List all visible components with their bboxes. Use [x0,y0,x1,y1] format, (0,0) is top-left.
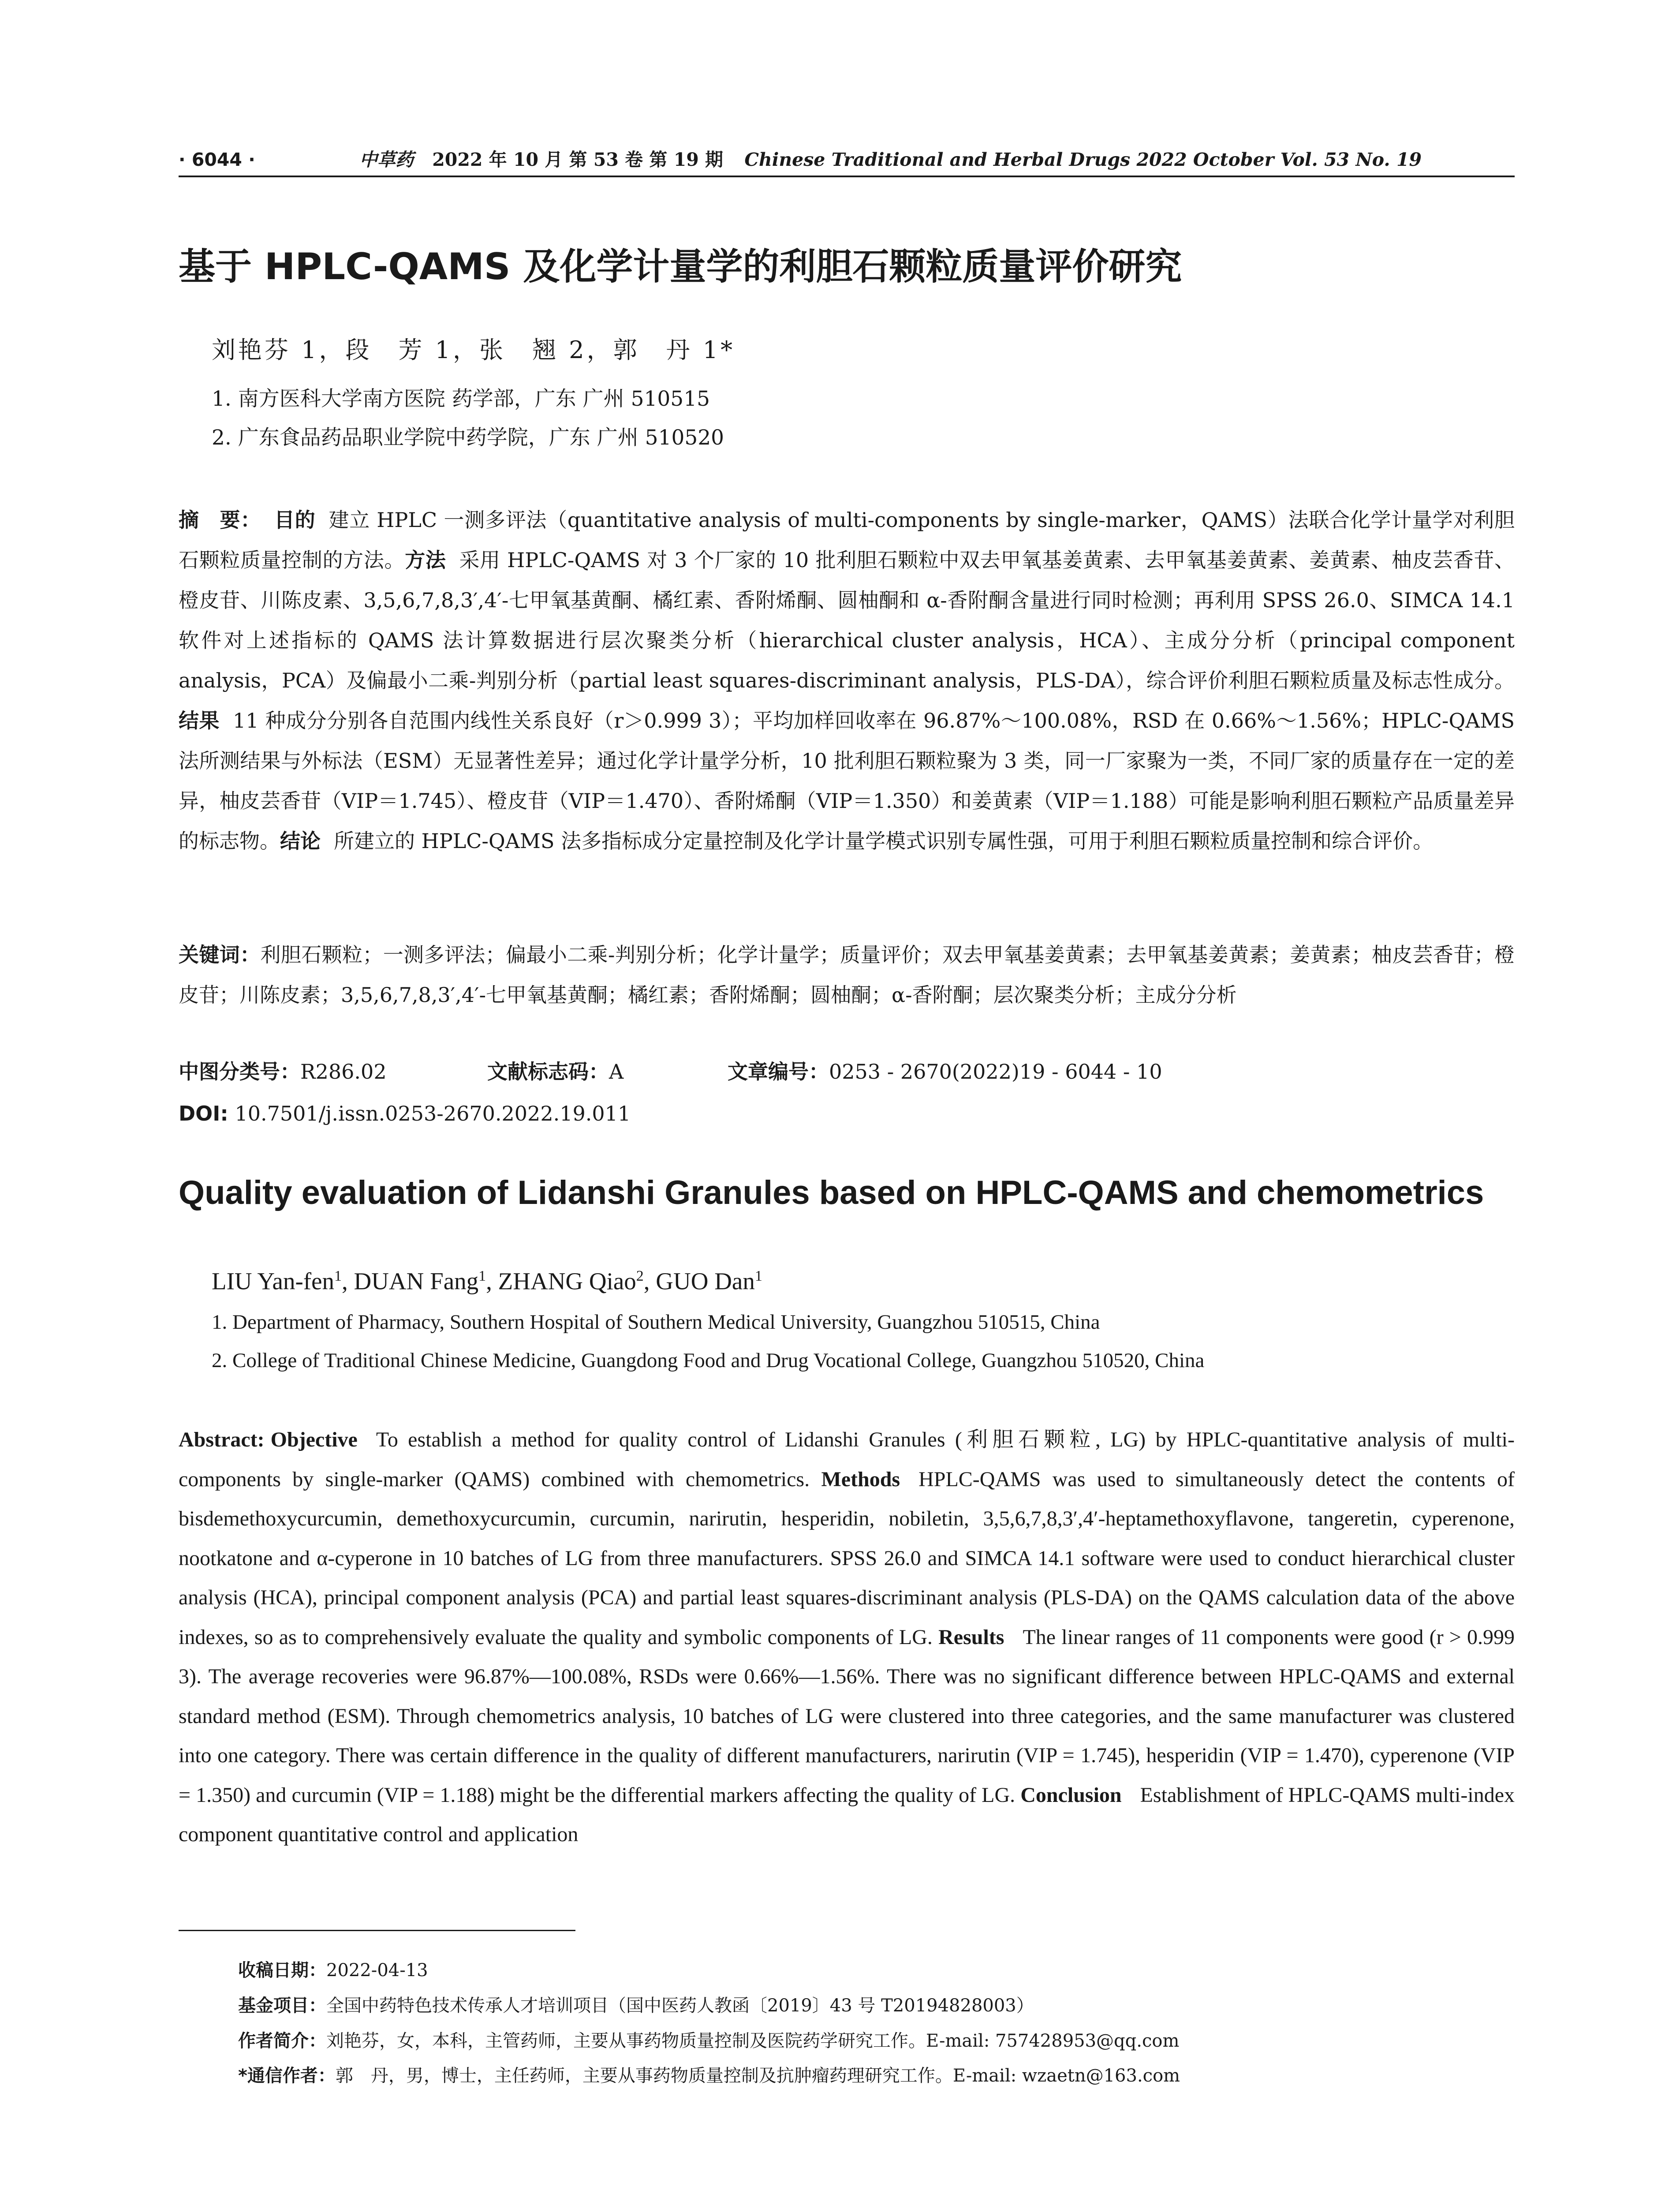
doccode-value: A [609,1060,624,1084]
cn-abstract-label: 摘 要： [179,508,261,532]
cn-conclusion-label: 结论 [280,829,321,853]
en-author-2-aff: 1 [478,1268,486,1284]
article-number [728,1052,1162,1091]
cn-keywords [179,935,1515,1015]
article-no-label: 文章编号： [728,1060,829,1084]
cn-objective-label: 目的 [274,508,316,532]
cn-affiliation-1: 1. 南方医科大学南方医院 药学部，广东 广州 510515 [212,387,710,411]
en-abstract-label: Abstract: [179,1428,265,1451]
doi-label: DOI: [179,1102,228,1125]
footnote-funding [238,1991,1034,2020]
en-conclusion-label: Conclusion [1020,1783,1122,1807]
journal-en: Chinese Traditional and Herbal Drugs 2022 October Vol. 53 No. 19 [744,149,1422,170]
doi-value: 10.7501/j.issn.0253-2670.2022.19.011 [235,1102,631,1125]
article-no-value: 0253 - 2670(2022)19 - 6044 - 10 [829,1060,1162,1084]
en-author-1-aff: 1 [334,1268,342,1284]
en-objective-label: Objective [270,1428,358,1451]
cn-methods-text: 采用 HPLC-QAMS 对 3 个厂家的 10 批利胆石颗粒中双去甲氧基姜黄素、去甲氧基姜黄素、姜黄素、柚皮芸香苷、橙皮苷、川陈皮素、3,5,6,7,8,3′,4′-七甲氧基黄酮、橘红素、香附烯酮、圆柚酮和 α-香附酮含量进行同时检测；再利用 SPSS 26.0、SIMCA 14.1 软件对上述指标的 QAMS 法计算数据进行层次聚类分析（hierarchical cluster analysis，HCA）、主成分分析（principal component analysis，PCA）及偏最小二乘-判别分析（partial least squares-discriminant analysis，PLS-DA），综合评价利胆石颗粒质量及标志性成分。 [179,548,1515,692]
cn-affiliation-2: 2. 广东食品药品职业学院中药学院，广东 广州 510520 [212,426,724,450]
cn-keywords-text: 利胆石颗粒；一测多评法；偏最小二乘-判别分析；化学计量学；质量评价；双去甲氧基姜黄素；去甲氧基姜黄素；姜黄素；柚皮芸香苷；橙皮苷；川陈皮素；3,5,6,7,8,3′,4′-七甲氧基黄酮；橘红素；香附烯酮；圆柚酮；α-香附酮；层次聚类分析；主成分分析 [179,943,1515,1007]
footnote-received-text: 2022-04-13 [326,1960,428,1981]
en-objective-text: To establish a method for quality control of Lidanshi Granules (利胆石颗粒, LG) by HPLC-quantitative analysis of multi-components by single-marker (QAMS) combined with chemometrics. [179,1428,1515,1491]
clc-code [179,1052,387,1091]
footnote-corresponding [238,2061,1180,2090]
journal-line [359,146,1422,173]
cn-conclusion-text: 所建立的 HPLC-QAMS 法多指标成分定量控制及化学计量学模式识别专属性强，可用于利胆石颗粒质量控制和综合评价。 [334,829,1434,853]
journal-logo: 中草药 [359,149,414,170]
en-author-2: DUAN Fang [354,1267,479,1295]
doccode-label: 文献标志码： [487,1060,609,1084]
footnote-corresponding-text: 郭 丹，男，博士，主任药师，主要从事药物质量控制及抗肿瘤药理研究工作。E-mail: wzaetn@163.com [335,2066,1180,2086]
footnote-funding-label: 基金项目： [238,1996,326,2016]
en-author-4: GUO Dan [656,1267,755,1295]
en-affiliation-2: 2. College of Traditional Chinese Medicine, Guangdong Food and Drug Vocational College, Guangzhou 510520, China [212,1349,1205,1372]
header-rule [179,176,1515,177]
clc-value: R286.02 [300,1060,387,1084]
cn-methods-label: 方法 [405,548,446,572]
cn-abstract [179,500,1515,861]
en-authors: LIU Yan-fen$^1$, DUAN Fang$^1$, ZHANG Qiao$^2$, GUO Dan$^1$ [212,1267,762,1295]
cn-keywords-label: 关键词： [179,943,261,967]
clc-label: 中图分类号： [179,1060,300,1084]
cn-results-label: 结果 [179,709,220,733]
footnote-rule [179,1930,575,1931]
issue-cn: 2022 年 10 月 第 53 卷 第 19 期 [432,149,724,170]
en-author-3-aff: 2 [636,1268,644,1284]
en-author-4-aff: 1 [754,1268,762,1284]
footnote-received [238,1956,428,1985]
cn-results-text: 11 种成分分别各自范围内线性关系良好（r＞0.999 3）；平均加样回收率在 96.87%～100.08%，RSD 在 0.66%～1.56%；HPLC-QAMS 法所测结果与外标法（ESM）无显著性差异；通过化学计量学分析，10 批利胆石颗粒聚为 3 类，同一厂家聚为一类，不同厂家的质量存在一定的差异，柚皮芸香苷（VIP＝1.745）、橙皮苷（VIP＝1.470）、香附烯酮（VIP＝1.350）和姜黄素（VIP＝1.188）可能是影响利胆石颗粒产品质量差异的标志物。 [179,709,1515,853]
cn-authors: 刘艳芬 1，段 芳 1，张 翘 2，郭 丹 1* [212,336,735,364]
footnote-received-label: 收稿日期： [238,1960,326,1981]
footnote-author-bio-label: 作者简介： [238,2031,326,2051]
en-results-label: Results [938,1625,1004,1649]
footnote-funding-text: 全国中药特色技术传承人才培训项目（国中医药人教函〔2019〕43 号 T20194828003） [326,1996,1034,2016]
en-title: Quality evaluation of Lidanshi Granules based on HPLC-QAMS and chemometrics [179,1174,1484,1211]
cn-title: 基于 HPLC-QAMS 及化学计量学的利胆石颗粒质量评价研究 [179,245,1182,288]
en-affiliation-1: 1. Department of Pharmacy, Southern Hospital of Southern Medical University, Guangzhou 510515, China [212,1311,1100,1334]
cn-objective-text: 建立 HPLC 一测多评法（quantitative analysis of multi-components by single-marker，QAMS）法联合化学计量学对利胆石颗粒质量控制的方法。 [179,508,1515,572]
footnote-corresponding-label: *通信作者： [238,2066,336,2086]
footnote-author-bio-text: 刘艳芬，女，本科，主管药师，主要从事药物质量控制及医院药学研究工作。E-mail: 757428953@qq.com [326,2031,1180,2051]
en-results-text: The linear ranges of 11 components were good (r > 0.999 3). The average recoveries were 96.87%—100.08%, RSDs were 0.66%—1.56%. There was no significant difference between HPLC-QAMS and external standard method (ESM). Through chemometrics analysis, 10 batches of LG were clustered into three categories, and the same manufacturer was clustered into one category. There was certain difference in the quality of different manufacturers, narirutin (VIP = 1.745), hesperidin (VIP = 1.470), cyperenone (VIP = 1.350) and curcumin (VIP = 1.188) might be the differential markers affecting the quality of LG. [179,1625,1515,1807]
running-header [179,146,1515,178]
classification-line [179,1052,1515,1091]
document-code [487,1052,623,1091]
footnote-author-bio [238,2026,1179,2056]
en-abstract [179,1420,1515,1854]
en-conclusion-text: Establishment of HPLC-QAMS multi-index component quantitative control and application [179,1783,1515,1846]
doi-line [179,1094,631,1133]
en-author-1: LIU Yan-fen [212,1267,335,1295]
page-number: · 6044 · [179,149,255,170]
en-methods-label: Methods [821,1467,900,1491]
en-author-3: ZHANG Qiao [498,1267,636,1295]
en-methods-text: HPLC-QAMS was used to simultaneously detect the contents of bisdemethoxycurcumin, demethoxycurcumin, curcumin, narirutin, hesperidin, nobiletin, 3,5,6,7,8,3′,4′-heptamethoxyflavone, tangeretin, cyperenone, nootkatone and α-cyperone in 10 batches of LG from three manufacturers. SPSS 26.0 and SIMCA 14.1 software were used to conduct hierarchical cluster analysis (HCA), principal component analysis (PCA) and partial least squares-discriminant analysis (PLS-DA) on the QAMS calculation data of the above indexes, so as to comprehensively evaluate the quality and symbolic components of LG. [179,1467,1515,1649]
